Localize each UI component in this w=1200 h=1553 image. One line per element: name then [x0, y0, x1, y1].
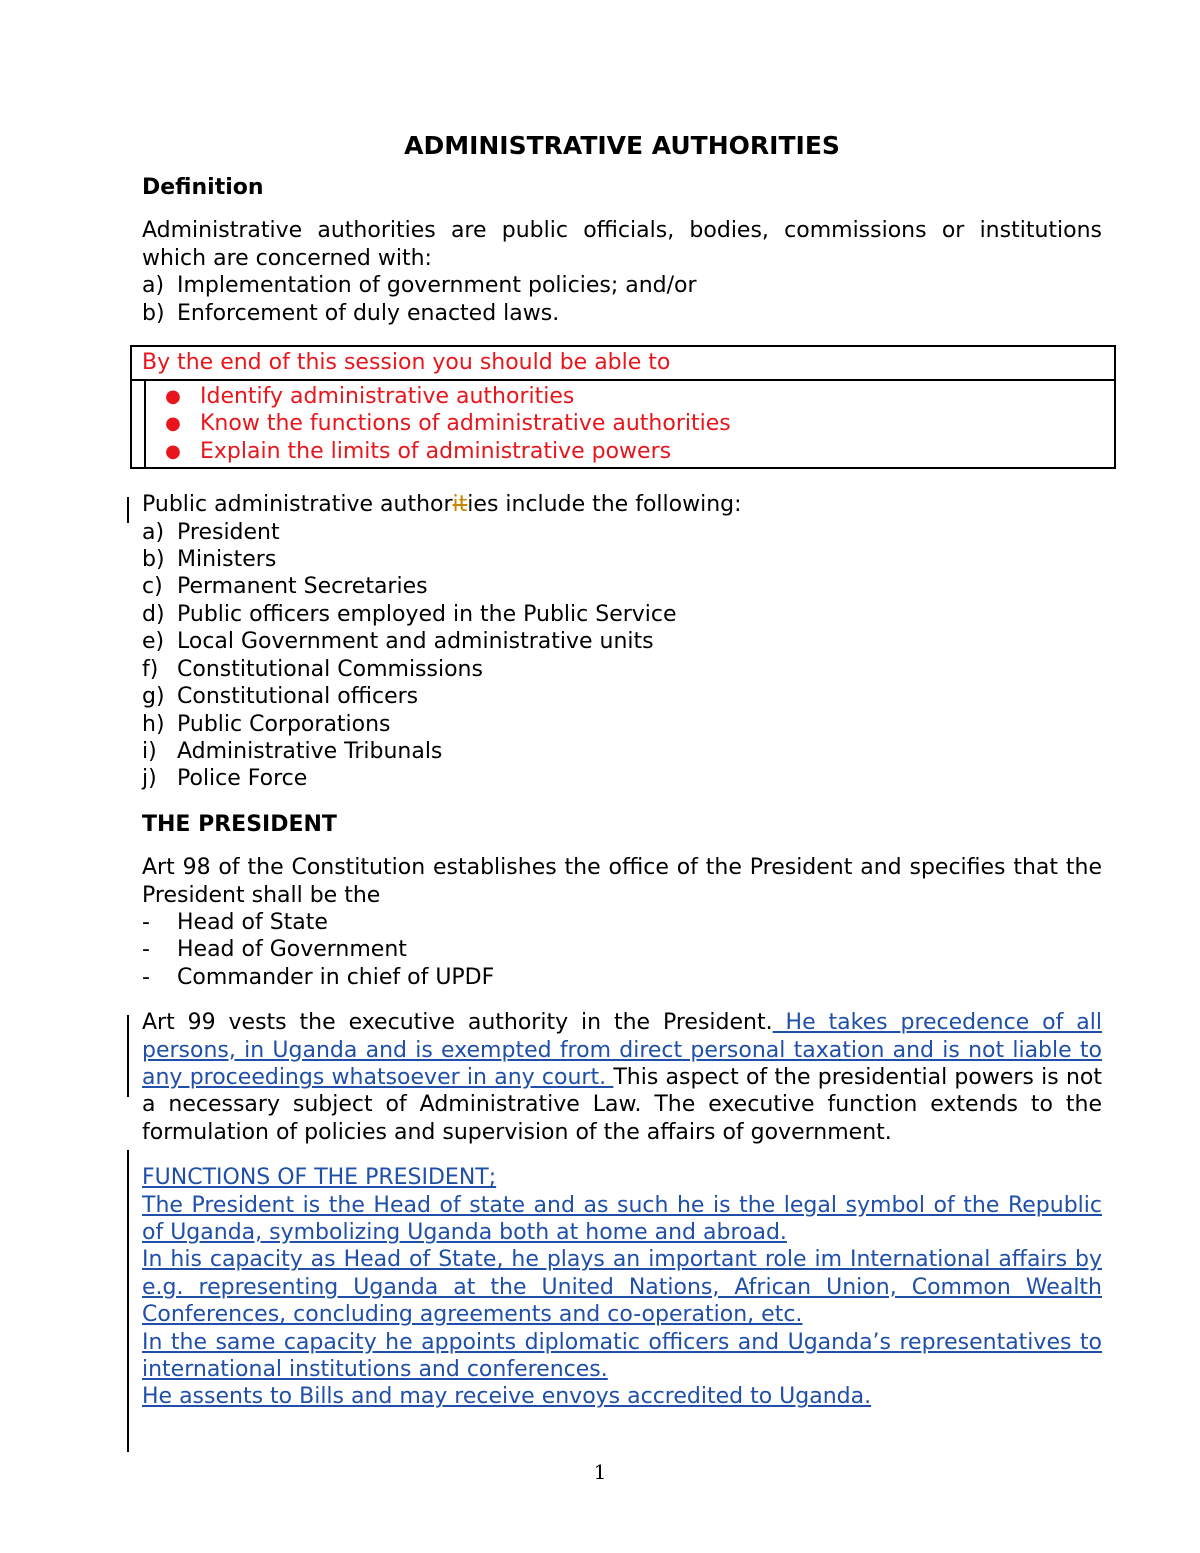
document-body: [142, 130, 1102, 1411]
objective-item: ● Identify administrative authorities: [146, 383, 1114, 410]
list-item: i) Administrative Tribunals: [142, 738, 443, 764]
function-paragraph: He assents to Bills and may receive envoys accredited to Uganda.: [142, 1384, 872, 1410]
bullet-icon: ●: [165, 413, 181, 435]
list-item: f) Constitutional Commissions: [142, 656, 483, 682]
art98-text: Art 98 of the Constitution establishes the office of the President and specifies that the President shall be the: [142, 855, 1102, 908]
functions-heading: FUNCTIONS OF THE PRESIDENT;: [142, 1165, 497, 1191]
tracked-change: it: [452, 492, 468, 518]
list-item: - Commander in chief of UPDF: [142, 964, 495, 990]
change-bar: [127, 1150, 129, 1452]
president-roles-list: [142, 909, 1102, 991]
list-item: c) Permanent Secretaries: [142, 574, 428, 600]
bullet-icon: ●: [165, 440, 181, 462]
function-paragraph: In the same capacity he appoints diplomatic officers and Uganda’s representatives to international institutions and conferences.: [142, 1329, 1102, 1383]
change-bar: [127, 497, 129, 523]
objectives-list: [144, 381, 1114, 467]
art99-text: Art 99 vests the executive authority in the President. He takes precedence of all persons, in Uganda and is exempted from direct personal taxation and is not liable to any proceedings whatsoever in any court. This aspect of the presidential powers is not a necessary subject of Administrative Law. The executive function extends to the formulation of policies and supervision of the affairs of government.: [142, 1010, 1102, 1145]
authorities-list: [142, 519, 1102, 793]
list-item: a) Implementation of government policies; and/or: [142, 273, 697, 299]
list-item: - Head of State: [142, 909, 328, 935]
function-paragraph: The President is the Head of state and as such he is the legal symbol of the Republic of Uganda, symbolizing Uganda both at home and abroad.: [142, 1192, 1102, 1245]
change-bar: [127, 1015, 129, 1097]
definition-list: [142, 272, 1102, 327]
objectives-box: [130, 345, 1116, 469]
list-item: b) Enforcement of duly enacted laws.: [142, 300, 560, 326]
objectives-header: By the end of this session you should be able to: [132, 347, 1114, 381]
definition-text: Administrative authorities are public officials, bodies, commissions or institutions which are concerned with:: [142, 218, 1102, 271]
objective-item: ● Explain the limits of administrative powers: [146, 438, 1114, 465]
bullet-icon: ●: [165, 386, 181, 408]
list-item: d) Public officers employed in the Public Service: [142, 601, 677, 627]
list-item: b) Ministers: [142, 547, 277, 573]
authorities-intro: Public administrative authorities include the following:: [142, 492, 742, 518]
objective-item: ● Know the functions of administrative authorities: [146, 410, 1114, 437]
document-title: ADMINISTRATIVE AUTHORITIES: [404, 131, 840, 160]
page-number: 1: [593, 1460, 607, 1484]
list-item: a) President: [142, 519, 280, 545]
definition-heading: Definition: [142, 175, 264, 200]
president-heading: THE PRESIDENT: [142, 811, 337, 837]
list-item: e) Local Government and administrative units: [142, 629, 654, 655]
list-item: - Head of Government: [142, 937, 407, 963]
list-item: j) Police Force: [142, 766, 308, 792]
list-item: h) Public Corporations: [142, 711, 391, 737]
function-paragraph: In his capacity as Head of State, he plays an important role im International affairs by e.g. representing Uganda at the United Nations, African Union, Common Wealth Conferences, concluding agreements and co-operation, etc.: [142, 1247, 1102, 1328]
list-item: g) Constitutional officers: [142, 684, 419, 710]
tracked-insertion: He takes precedence of all persons, in Uganda and is exempted from direct personal taxation and is not liable to any proceedings whatsoever in any court.: [142, 1010, 1102, 1090]
